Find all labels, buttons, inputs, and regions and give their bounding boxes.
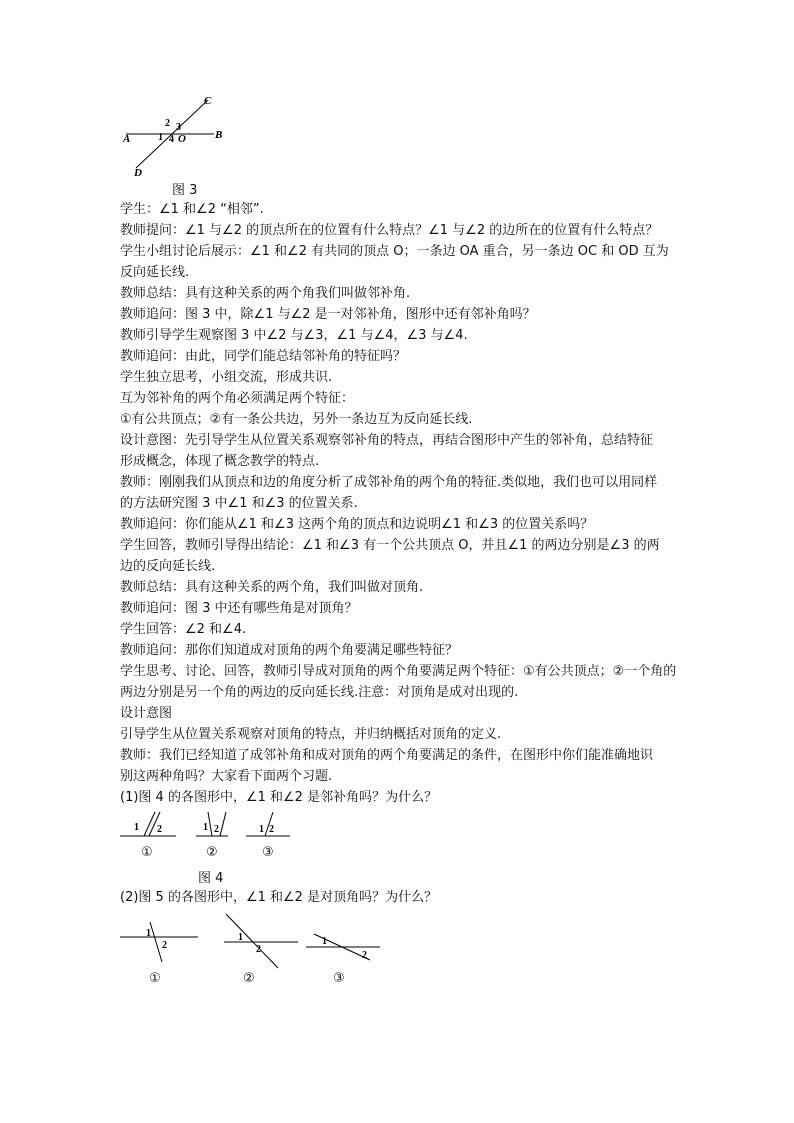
paragraph-line: 教师：我们已经知道了成邻补角和成对顶角的两个角要满足的条件，在图形中你们能准确地识 <box>120 748 654 763</box>
fig4-2-label-1: 1 <box>203 822 208 833</box>
fig5-1-label-2: 2 <box>162 940 167 951</box>
paragraph-line: 教师追问：图 3 中还有哪些角是对顶角？ <box>120 601 358 616</box>
paragraph-line: 边的反向延长线. <box>120 559 216 574</box>
fig5-3-label-2: 2 <box>362 950 367 961</box>
fig4-3-label-1: 1 <box>259 824 264 835</box>
paragraph-line: 教师总结：具有这种关系的两个角我们叫做邻补角. <box>120 286 411 301</box>
fig4-mark-3: ③ <box>262 845 274 860</box>
label-A: A <box>123 133 131 145</box>
paragraph-line: 教师提问：∠1 与∠2 的顶点所在的位置有什么特点？∠1 与∠2 的边所在的位置有什么特点？ <box>120 223 659 238</box>
fig5-1-label-1: 1 <box>146 928 151 939</box>
paragraph-line: 教师总结：具有这种关系的两个角，我们叫做对顶角. <box>120 580 424 595</box>
paragraph-line: 教师追问：你们能从∠1 和∠3 这两个角的顶点和边说明∠1 和∠3 的位置关系吗？ <box>120 517 594 532</box>
angle-label-4: 4 <box>169 134 174 145</box>
paragraph-line: 的方法研究图 3 中∠1 和∠3 的位置关系. <box>120 496 358 511</box>
figure-3-diagram <box>118 92 238 182</box>
paragraph-line: 教师：刚刚我们从顶点和边的角度分析了成邻补角的两个角的特征.类似地，我们也可以用同样 <box>120 475 658 490</box>
paragraph-line: 学生独立思考，小组交流，形成共识. <box>120 370 333 385</box>
paragraph-line: 学生小组讨论后展示：∠1 和∠2 有共同的顶点 O；一条边 OA 重合，另一条边 OC 和 OD 互为 <box>120 244 669 259</box>
figure-4-caption: 图 4 <box>198 871 224 886</box>
paragraph-line: 教师追问：那你们知道成对顶角的两个角要满足哪些特征？ <box>120 643 459 658</box>
paragraph-line: 学生回答，教师引导得出结论：∠1 和∠3 有一个公共顶点 O，并且∠1 的两边分别是∠3 的两 <box>120 538 660 553</box>
paragraph-line: 别这两种角吗？大家看下面两个习题. <box>120 769 333 784</box>
fig4-1-label-1: 1 <box>134 822 139 833</box>
fig4-mark-2: ② <box>206 845 218 860</box>
figure-5-diagram <box>118 910 388 972</box>
paragraph-line: 两边分别是另一个角的两边的反向延长线.注意：对顶角是成对出现的. <box>120 685 519 700</box>
paragraph-line: 学生回答：∠2 和∠4. <box>120 622 247 637</box>
fig5-2-label-2: 2 <box>256 944 261 955</box>
paragraph-line: 学生：∠1 和∠2 “相邻”. <box>120 202 264 217</box>
label-C: C <box>204 95 212 107</box>
paragraph-line: ①有公共顶点；②有一条公共边，另外一条边互为反向延长线. <box>120 412 473 427</box>
fig5-2-label-1: 1 <box>238 932 243 943</box>
figure-4-diagram <box>118 808 308 848</box>
paragraph-line: 引导学生从位置关系观察对顶角的特点，并归纳概括对顶角的定义. <box>120 727 502 742</box>
fig5-mark-1: ① <box>149 971 161 986</box>
paragraph-line: 反向延长线. <box>120 265 190 280</box>
label-O: O <box>178 133 186 145</box>
label-B: B <box>215 129 223 141</box>
fig4-mark-1: ① <box>141 845 153 860</box>
angle-label-1: 1 <box>158 132 163 143</box>
paragraph-line: 教师追问：由此，同学们能总结邻补角的特征吗？ <box>120 349 407 364</box>
fig4-1-label-2: 2 <box>157 824 162 835</box>
paragraph-line: 设计意图 <box>120 706 173 721</box>
paragraph-line: (1)图 4 的各图形中，∠1 和∠2 是邻补角吗？为什么？ <box>120 790 438 805</box>
paragraph-line: 形成概念，体现了概念教学的特点. <box>120 454 320 469</box>
fig4-2-label-2: 2 <box>214 824 219 835</box>
fig5-mark-2: ② <box>243 971 255 986</box>
paragraph-line: 设计意图：先引导学生从位置关系观察邻补角的特点，再结合图形中产生的邻补角，总结特征 <box>120 433 654 448</box>
fig5-3-label-1: 1 <box>322 936 327 947</box>
paragraph-line: 教师引导学生观察图 3 中∠2 与∠3，∠1 与∠4，∠3 与∠4. <box>120 328 468 343</box>
fig5-mark-3: ③ <box>333 971 345 986</box>
paragraph-line: 互为邻补角的两个角必须满足两个特征： <box>120 391 355 406</box>
label-D: D <box>134 167 142 179</box>
paragraph-line: 教师追问：图 3 中，除∠1 与∠2 是一对邻补角，图形中还有邻补角吗？ <box>120 307 536 322</box>
paragraph-line: 学生思考、讨论、回答，教师引导成对顶角的两个角要满足两个特征：①有公共顶点；②一个角的 <box>120 664 677 679</box>
angle-label-2: 2 <box>165 118 170 129</box>
figure-3-caption: 图 3 <box>172 183 198 198</box>
fig4-3-label-2: 2 <box>269 824 274 835</box>
question-2: (2)图 5 的各图形中，∠1 和∠2 是对顶角吗？为什么？ <box>120 890 438 905</box>
angle-label-3: 3 <box>176 122 181 133</box>
